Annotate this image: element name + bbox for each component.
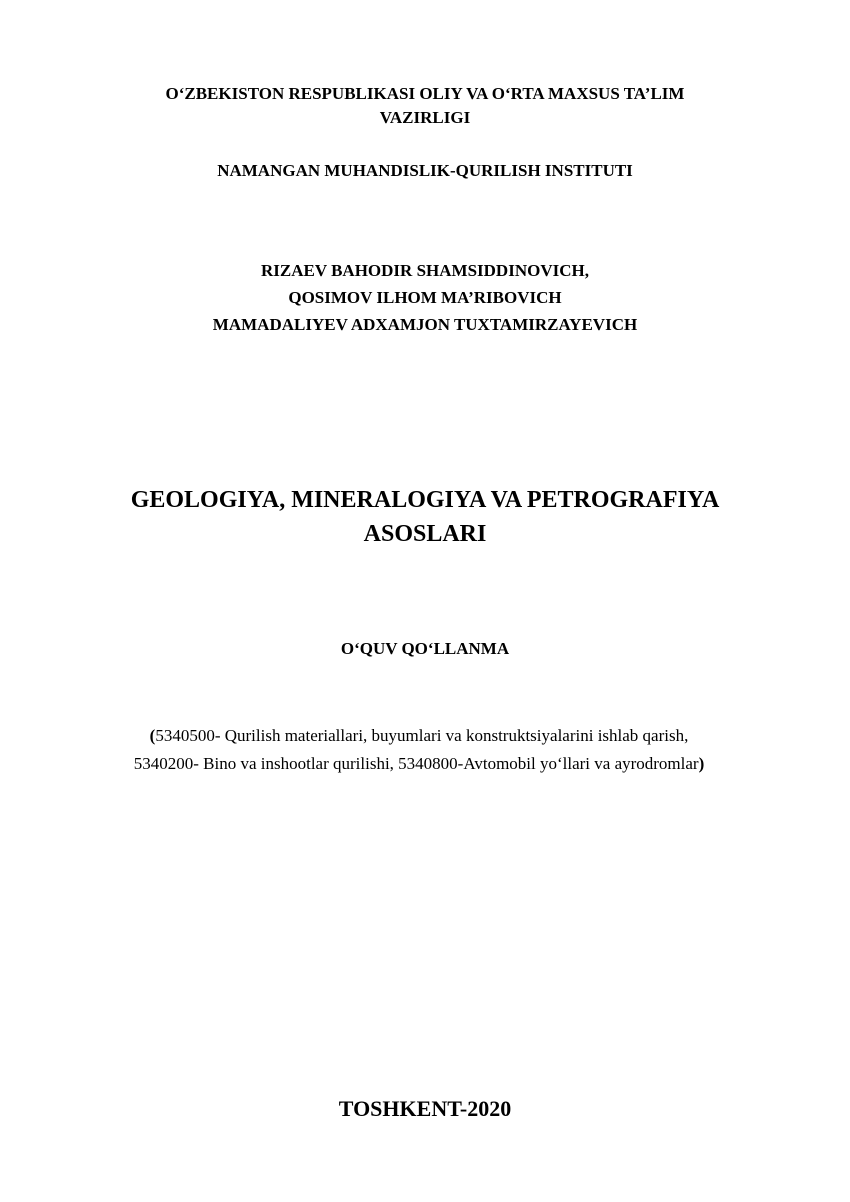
ministry-line-1: O‘ZBEKISTON RESPUBLIKASI OLIY VA O‘RTA MAXSUS TA’LIM (165, 84, 685, 103)
specialties-line-2-text: 5340200- Bino va inshootlar qurilishi, 5340800-Avtomobil yo‘llari va ayrodromlar (133, 754, 699, 773)
institute-name: NAMANGAN MUHANDISLIK-QURILISH INSTITUTI (217, 161, 633, 180)
ministry-line-2: VAZIRLIGI (379, 108, 471, 127)
city-year: TOSHKENT-2020 (338, 1096, 512, 1121)
document-type: O‘QUV QO‘LLANMA (340, 639, 510, 658)
close-paren: ) (698, 754, 705, 773)
specialties-line-1 (0, 726, 838, 746)
specialties-line-1-text: 5340500- Qurilish materiallari, buyumlari va konstruktsiyalarini ishlab qarish, (155, 726, 689, 745)
title-line-2: ASOSLARI (363, 521, 487, 547)
author-2: QOSIMOV ILHOM MA’RIBOVICH (288, 288, 562, 307)
author-3: MAMADALIYEV ADXAMJON TUXTAMIRZAYEVICH (212, 315, 638, 334)
specialties-line-2 (0, 754, 838, 774)
title-line-1: GEOLOGIYA, MINERALOGIYA VA PETROGRAFIYA (130, 487, 720, 513)
author-1: RIZAEV BAHODIR SHAMSIDDINOVICH, (261, 261, 589, 280)
open-paren: ( (149, 726, 156, 745)
